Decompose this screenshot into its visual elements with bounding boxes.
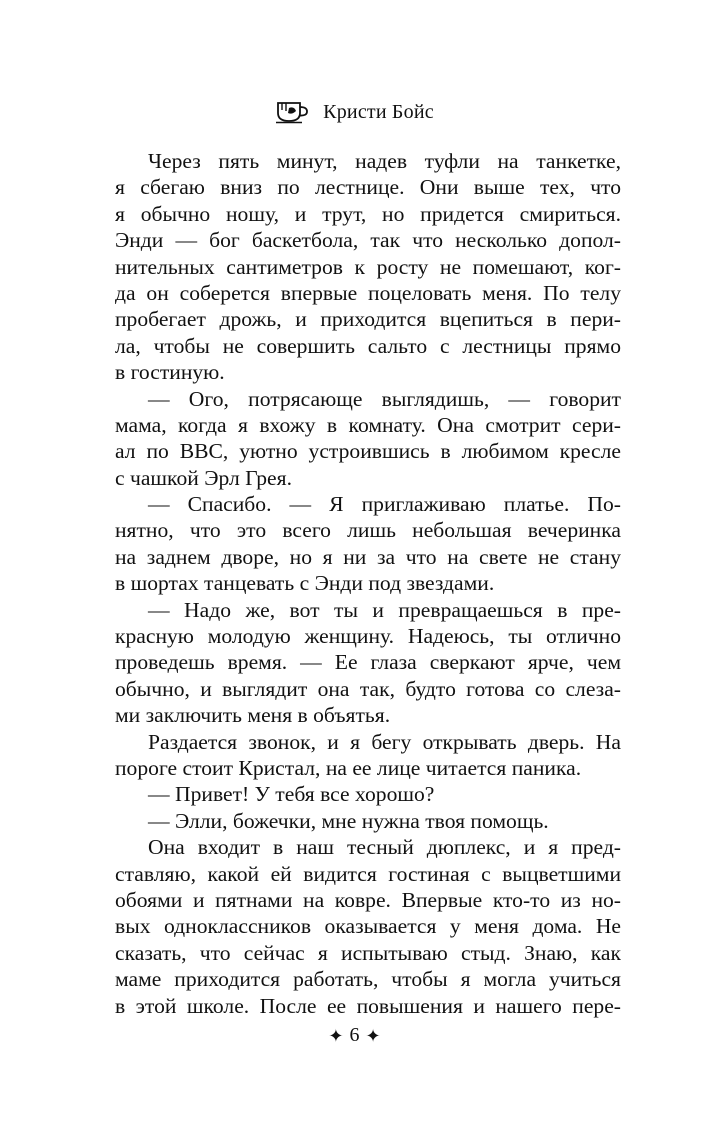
body-text xyxy=(115,148,621,1019)
text-line: пороге стоит Кристал, на ее лице читается паника. xyxy=(115,755,582,780)
text-line: маме приходится работать, чтобы я могла учиться xyxy=(115,967,621,992)
text-line: Она входит в наш тесный дюплекс, и я пред- xyxy=(148,835,621,860)
text-line: ал по BBC, уютно устроившись в любимом кресле xyxy=(115,439,621,464)
text-line: обоями и пятнами на ковре. Впервые кто-то из но- xyxy=(115,887,621,912)
text-line: ставляю, какой ей видится гостиная с выцветшими xyxy=(115,861,621,886)
text-line: — Привет! У тебя все хорошо? xyxy=(148,782,435,807)
text-line: ми заключить меня в объятья. xyxy=(115,703,391,728)
page-number: 6 xyxy=(349,1024,360,1046)
page-footer xyxy=(0,1024,709,1047)
running-head: Кристи Бойс xyxy=(323,100,434,123)
text-line: да он соберется впервые поцеловать меня. По телу xyxy=(115,280,621,305)
text-line: — Спасибо. — Я приглаживаю платье. По- xyxy=(148,492,621,517)
star-ornament-icon: ✦ xyxy=(328,1025,344,1046)
text-line: я сбегаю вниз по лестнице. Они выше тех, что xyxy=(115,175,621,200)
text-line: Энди — бог баскетбола, так что несколько допол- xyxy=(115,228,621,253)
text-line: — Ого, потрясающе выглядишь, — говорит xyxy=(148,386,621,411)
star-ornament-icon: ✦ xyxy=(365,1025,381,1046)
text-line: нительных сантиметров к росту не помешают, ког- xyxy=(115,254,621,279)
text-line: проведешь время. — Ее глаза сверкают ярче, чем xyxy=(115,650,621,675)
text-line: Через пять минут, надев туфли на танкетке, xyxy=(148,149,621,173)
text-line: на заднем дворе, но я ни за что на свете не стану xyxy=(115,544,621,569)
text-line: в шортах танцевать с Энди под звездами. xyxy=(115,571,495,596)
text-line: Раздается звонок, и я бегу открывать дверь. На xyxy=(148,729,621,754)
text-line: с чашкой Эрл Грея. xyxy=(115,465,292,490)
text-line: в этой школе. После ее повышения и нашего пере- xyxy=(115,993,621,1018)
text-line: вых одноклассников оказывается у меня дома. Не xyxy=(115,914,621,939)
text-line: сказать, что сейчас я испытываю стыд. Знаю, как xyxy=(115,940,621,965)
text-line: в гостиную. xyxy=(115,360,225,385)
text-line: — Надо же, вот ты и превращаешься в пре- xyxy=(148,597,621,622)
text-line: ла, чтобы не совершить сальто с лестницы прямо xyxy=(115,333,621,358)
teacup-icon xyxy=(275,100,309,124)
text-line: пробегает дрожь, и приходится вцепиться в пери- xyxy=(115,307,621,332)
text-line: я обычно ношу, и трут, но придется смириться. xyxy=(115,201,621,226)
text-line: обычно, и выглядит она так, будто готова со слеза- xyxy=(115,676,621,701)
page-header xyxy=(0,100,709,124)
text-line: нятно, что это всего лишь небольшая вечеринка xyxy=(115,518,621,543)
text-line: мама, когда я вхожу в комнату. Она смотрит сери- xyxy=(115,412,621,437)
text-line: — Элли, божечки, мне нужна твоя помощь. xyxy=(148,808,549,833)
text-line: красную молодую женщину. Надеюсь, ты отлично xyxy=(115,624,621,649)
